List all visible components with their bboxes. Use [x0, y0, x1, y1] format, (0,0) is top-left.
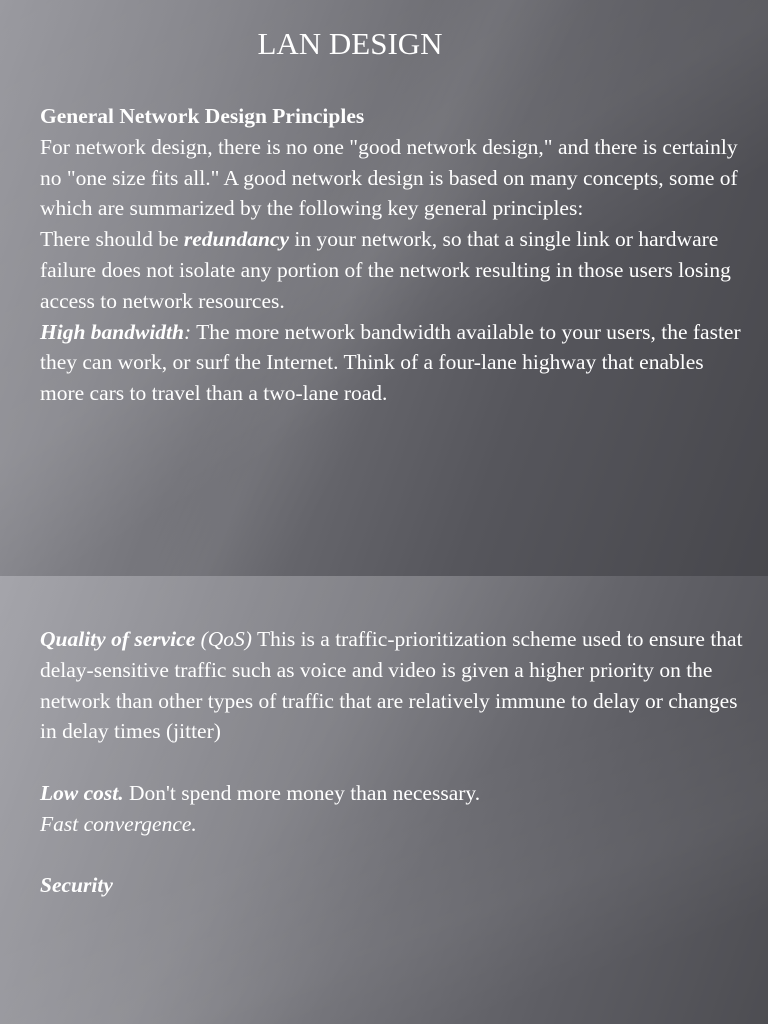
- slide-title: LAN DESIGN: [257, 26, 443, 61]
- qos-term: Quality of service: [40, 627, 196, 651]
- security-paragraph: Security: [40, 873, 113, 898]
- slide-2: [0, 576, 768, 1024]
- low-cost-term: Low cost.: [40, 780, 124, 805]
- spacer: [40, 747, 748, 778]
- bandwidth-term: High bandwidth: [40, 319, 184, 344]
- spacer: [40, 840, 748, 871]
- slide-1-body: [40, 101, 748, 409]
- qos-abbr: (QoS): [195, 627, 252, 651]
- redundancy-paragraph: There should be redundancy in your network, so that a single link or hardware failure does not isolate any portion of the network resulting in those users losing access to network resources.: [40, 227, 731, 313]
- low-cost-paragraph: Low cost. Don't spend more money than necessary.: [40, 780, 481, 805]
- section-heading: General Network Design Principles: [40, 104, 365, 128]
- redundancy-term: redundancy: [183, 227, 290, 252]
- slide-2-body: [40, 624, 748, 901]
- qos-paragraph: Quality of service (QoS) This is a traffic-prioritization scheme used to ensure that delay-sensitive traffic such as voice and video is given a higher priority on the network than other types of traffic that are relatively immune to delay or changes in delay times (jitter): [40, 627, 743, 744]
- intro-paragraph: For network design, there is no one "good network design," and there is certainly no "one size fits all." A good network design is based on many concepts, some of which are summarized by the following key general principles:: [40, 134, 738, 221]
- bandwidth-paragraph: High bandwidth: The more network bandwidth available to your users, the faster they can work, or surf the Internet. Think of a four-lane highway that enables more cars to travel than a two-lane road.: [40, 319, 741, 406]
- fast-convergence-paragraph: Fast convergence.: [40, 811, 197, 836]
